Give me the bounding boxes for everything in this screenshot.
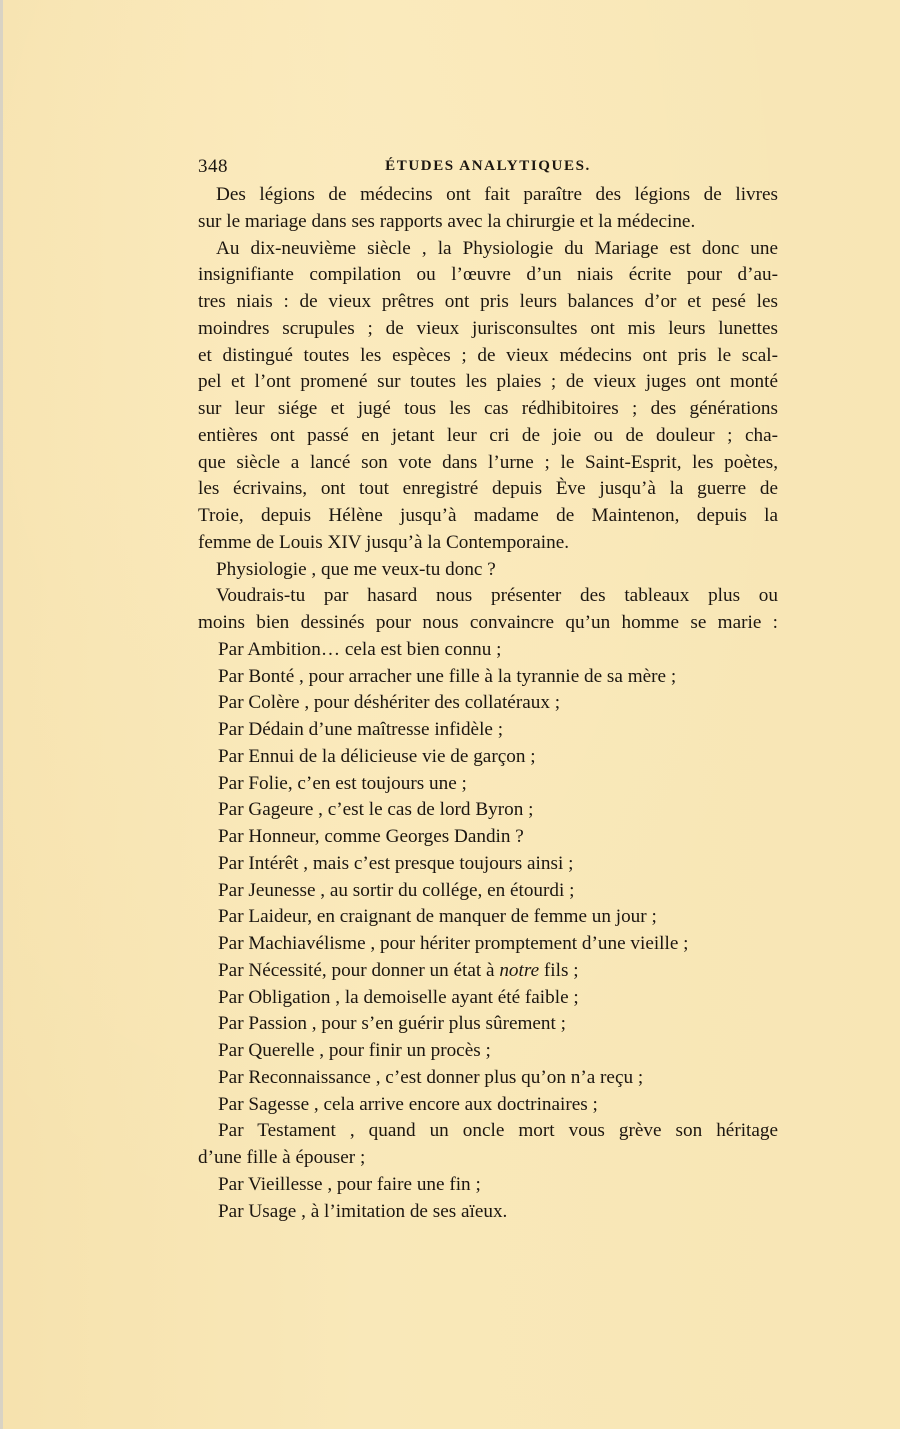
text-line: moindres scrupules ; de vieux jurisconsultes ont mis leurs lunettes — [198, 317, 778, 339]
page-edge — [0, 0, 3, 1429]
text-line: Physiologie , que me veux-tu donc ? — [216, 558, 496, 580]
list-item: Par Laideur, en craignant de manquer de femme un jour ; — [218, 906, 657, 928]
text-line: Voudrais-tu par hasard nous présenter des tableaux plus ou — [216, 585, 778, 607]
list-item: Par Intérêt , mais c’est presque toujours ainsi ; — [218, 852, 574, 874]
body-text — [198, 182, 778, 1225]
list-item-text: fils ; — [539, 959, 579, 981]
text-line: sur leur siége et jugé tous les cas rédhibitoires ; des générations — [198, 398, 778, 419]
running-head — [198, 156, 778, 180]
list-item: Par Sagesse , cela arrive encore aux doctrinaires ; — [218, 1093, 598, 1115]
list-item: Par Vieillesse , pour faire une fin ; — [218, 1173, 481, 1195]
emphasis-text: notre — [499, 959, 540, 981]
text-line: femme de Louis XIV jusqu’à la Contemporaine. — [198, 531, 570, 553]
list-item: Par Usage , à l’imitation de ses aïeux. — [218, 1200, 508, 1222]
list-item — [198, 958, 778, 985]
text-line: tres niais : de vieux prêtres ont pris leurs balances d’or et pesé les — [198, 291, 778, 312]
list-item: Par Gageure , c’est le cas de lord Byron ; — [218, 799, 534, 821]
list-item: Par Jeunesse , au sortir du collége, en étourdi ; — [218, 879, 575, 901]
list-item: Par Honneur, comme Georges Dandin ? — [218, 826, 524, 847]
list-item: Par Dédain d’une maîtresse infidèle ; — [218, 719, 504, 740]
list-item: Par Folie, c’en est toujours une ; — [218, 772, 467, 794]
list-item: Par Obligation , la demoiselle ayant été faible ; — [218, 986, 579, 1008]
text-line: les écrivains, ont tout enregistré depuis Ève jusqu’à la guerre de — [198, 478, 778, 500]
text-line: Au dix-neuvième siècle , la Physiologie du Mariage est donc une — [216, 237, 778, 259]
list-item: Par Ambition… cela est bien connu ; — [218, 638, 502, 660]
text-line: moins bien dessinés pour nous convaincre qu’un homme se marie : — [198, 612, 778, 633]
text-line: sur le mariage dans ses rapports avec la chirurgie et la médecine. — [198, 210, 696, 232]
text-line: et distingué toutes les espèces ; de vieux médecins ont pris le scal- — [198, 344, 778, 366]
running-title: ÉTUDES ANALYTIQUES. — [385, 158, 591, 174]
page-number: 348 — [198, 156, 228, 177]
text-line: Des légions de médecins ont fait paraître des légions de livres — [216, 184, 778, 205]
reasons-list — [198, 637, 778, 1226]
list-item-text: Par Nécessité, pour donner un état à — [218, 959, 500, 981]
text-line: pel et l’ont promené sur toutes les plaies ; de vieux juges ont monté — [198, 371, 778, 393]
text-line: Troie, depuis Hélène jusqu’à madame de Maintenon, depuis la — [198, 505, 778, 526]
text-line: insignifiante compilation ou l’œuvre d’un niais écrite pour d’au- — [198, 264, 778, 286]
list-item: Par Reconnaissance , c’est donner plus qu’on n’a reçu ; — [218, 1066, 644, 1088]
list-item: Par Machiavélisme , pour hériter promptement d’une vieille ; — [218, 933, 689, 954]
text-line: entières ont passé en jetant leur cri de joie ou de douleur ; cha- — [198, 424, 778, 446]
text-line: que siècle a lancé son vote dans l’urne ; le Saint-Esprit, les poètes, — [198, 451, 778, 473]
list-item: Par Bonté , pour arracher une fille à la tyrannie de sa mère ; — [218, 665, 677, 687]
list-item: Par Passion , pour s’en guérir plus sûrement ; — [218, 1013, 566, 1035]
list-item: Par Querelle , pour finir un procès ; — [218, 1040, 491, 1061]
list-item: Par Testament , quand un oncle mort vous grève son héritage — [218, 1120, 778, 1142]
list-item: Par Colère , pour déshériter des collatéraux ; — [218, 692, 561, 714]
list-item-continuation: d’une fille à épouser ; — [198, 1147, 366, 1168]
list-item: Par Ennui de la délicieuse vie de garçon ; — [218, 745, 536, 767]
